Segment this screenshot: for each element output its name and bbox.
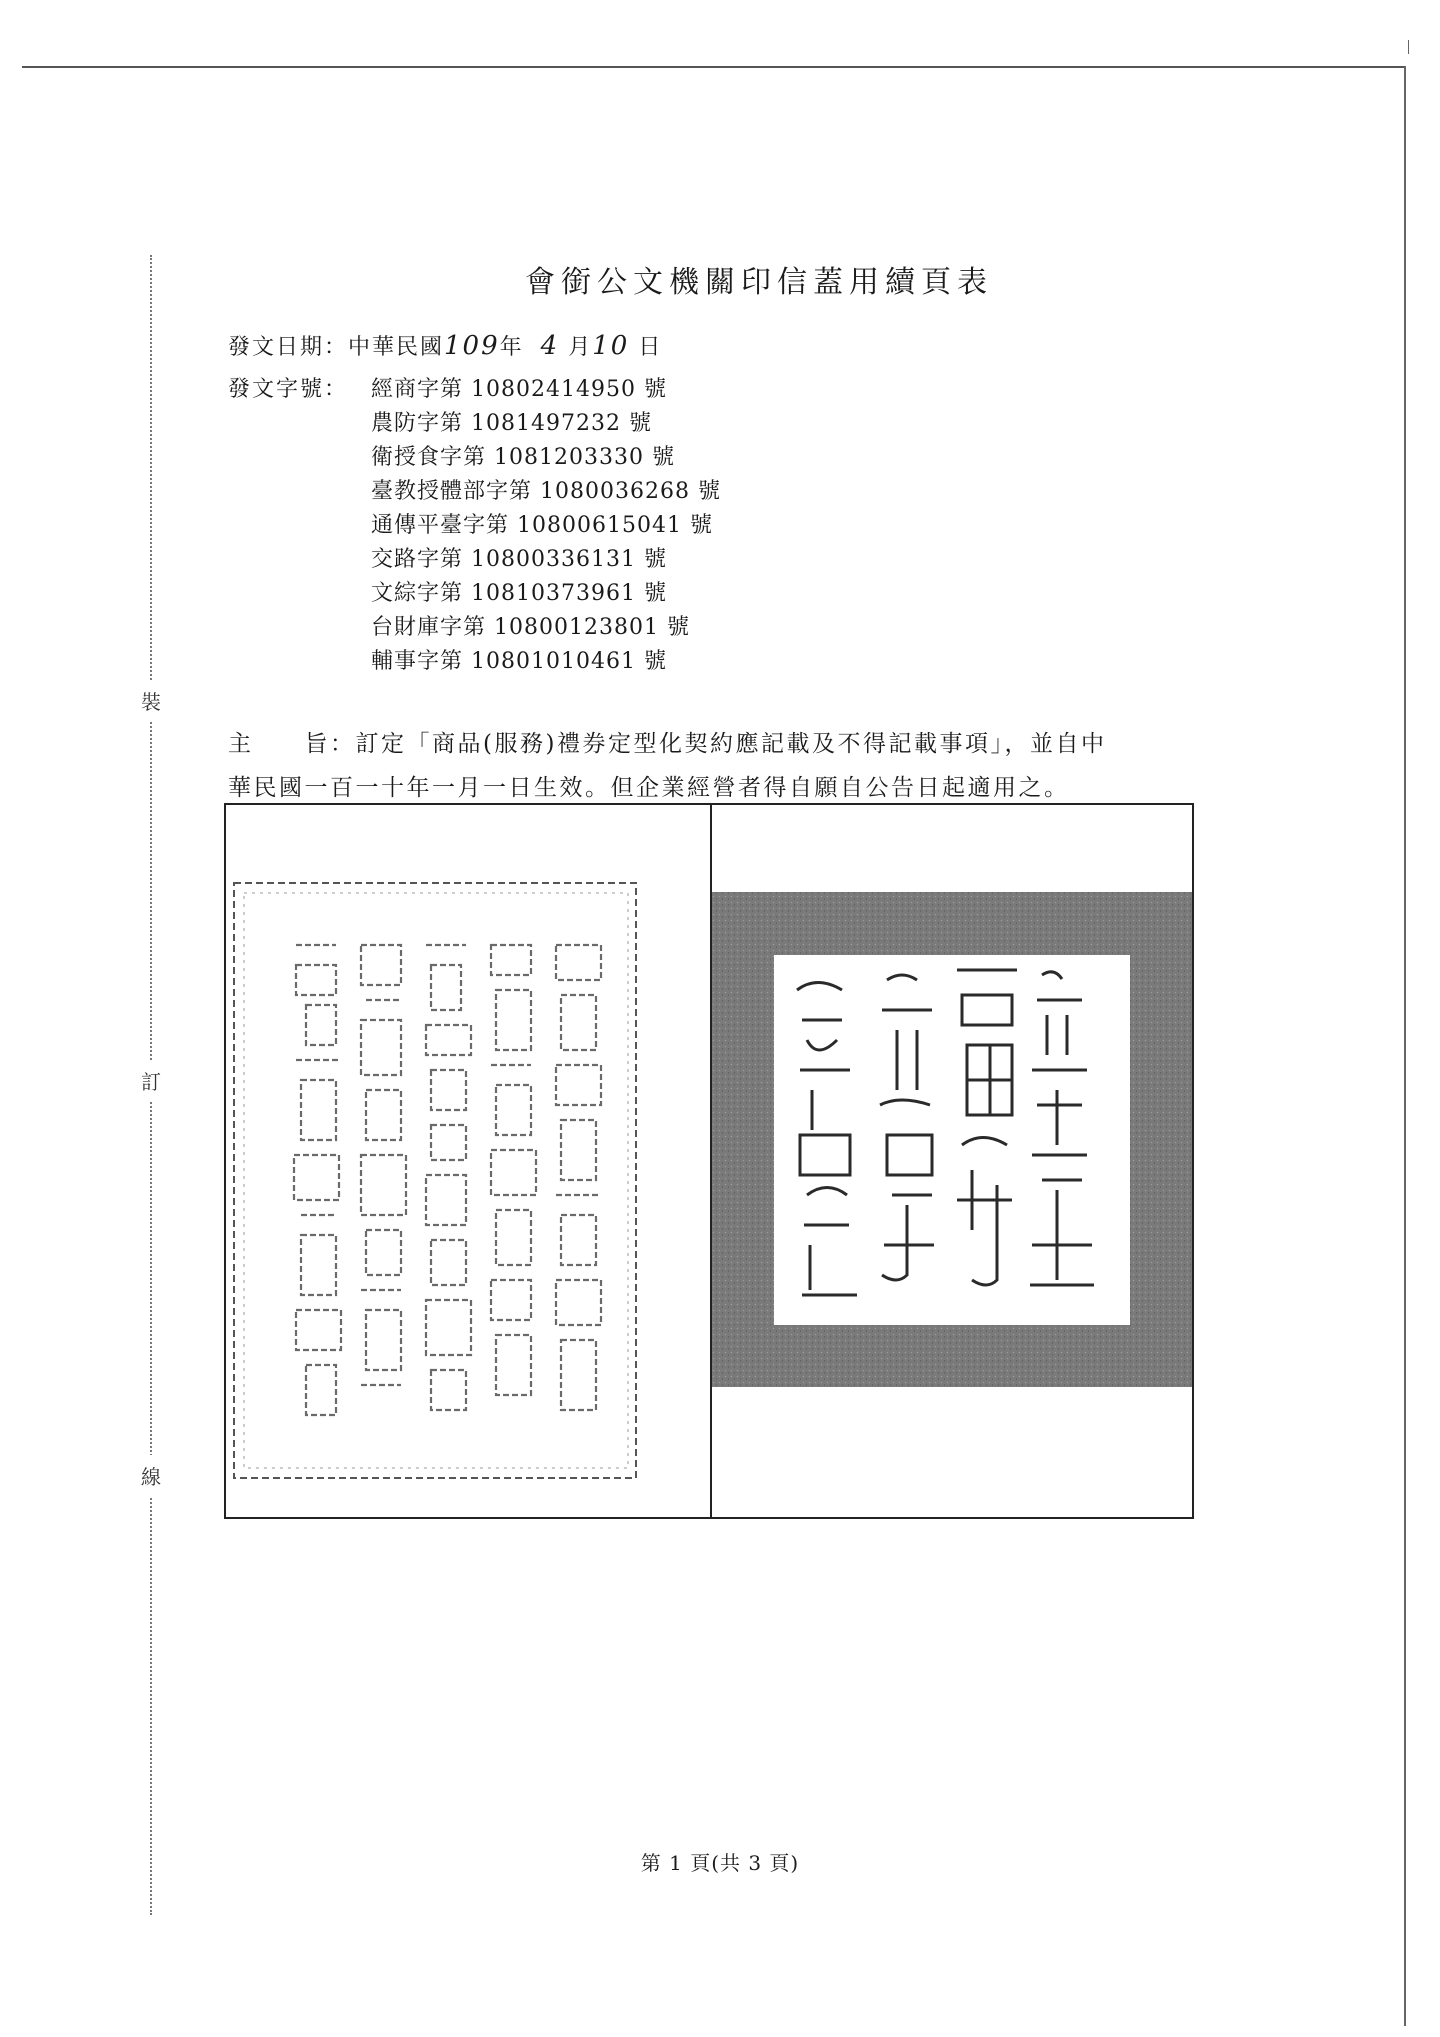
binding-label-zhuang: 裝 [136,680,166,721]
seal-face [774,955,1130,1325]
issue-date [228,330,662,361]
reference-number: 輔事字第 10801010461 號 [371,649,667,674]
binding-label-xian: 線 [136,1455,166,1496]
right-border-line [1404,66,1406,2026]
reference-number: 通傳平臺字第 10800615041 號 [371,513,713,538]
subject-paragraph [228,722,1106,810]
seal-stamp-table [224,803,1194,1519]
reference-number: 台財庫字第 10800123801 號 [371,615,690,640]
document-title: 會銜公文機關印信蓋用續頁表 [525,265,993,300]
reference-number: 文綜字第 10810373961 號 [371,581,667,606]
reference-number: 衛授食字第 1081203330 號 [371,445,675,470]
subject-text-1: 訂定「商品(服務)禮券定型化契約應記載及不得記載事項」，並自中 [355,731,1107,757]
issue-date-month: 4 [540,331,560,361]
binding-label-ding: 訂 [136,1060,166,1101]
reference-number: 臺教授體部字第 1080036268 號 [371,479,721,504]
subject-line-1 [228,722,1106,766]
issue-date-year: 109 [444,331,500,361]
issue-date-year-unit: 年 [499,335,524,360]
top-border-line [22,66,1406,68]
issue-date-day-unit: 日 [638,335,663,360]
health-ministry-seal-cell [712,805,1192,1517]
seal-glyph-strokes [294,945,601,1415]
subject-line-2: 華民國一百一十年一月一日生效。但企業經營者得自願自公告日起適用之。 [228,775,1070,801]
reference-label: 發文字號： [228,377,349,402]
joint-agency-seal-image [226,805,710,1517]
reference-number: 經商字第 10802414950 號 [371,377,667,402]
page-indicator: 第 1 頁(共 3 頁) [640,1851,800,1875]
subject-label: 主 旨： [228,731,356,757]
reference-number: 交路字第 10800336131 號 [371,547,667,572]
joint-agency-seal-cell [226,805,710,1517]
reference-number: 農防字第 1081497232 號 [371,411,652,436]
edge-tick-mark [1408,40,1409,54]
health-ministry-seal-image [712,805,1192,1517]
issue-date-month-unit: 月 [568,335,593,360]
issue-date-label: 發文日期：中華民國 [228,335,445,360]
issue-date-day: 10 [592,331,630,361]
